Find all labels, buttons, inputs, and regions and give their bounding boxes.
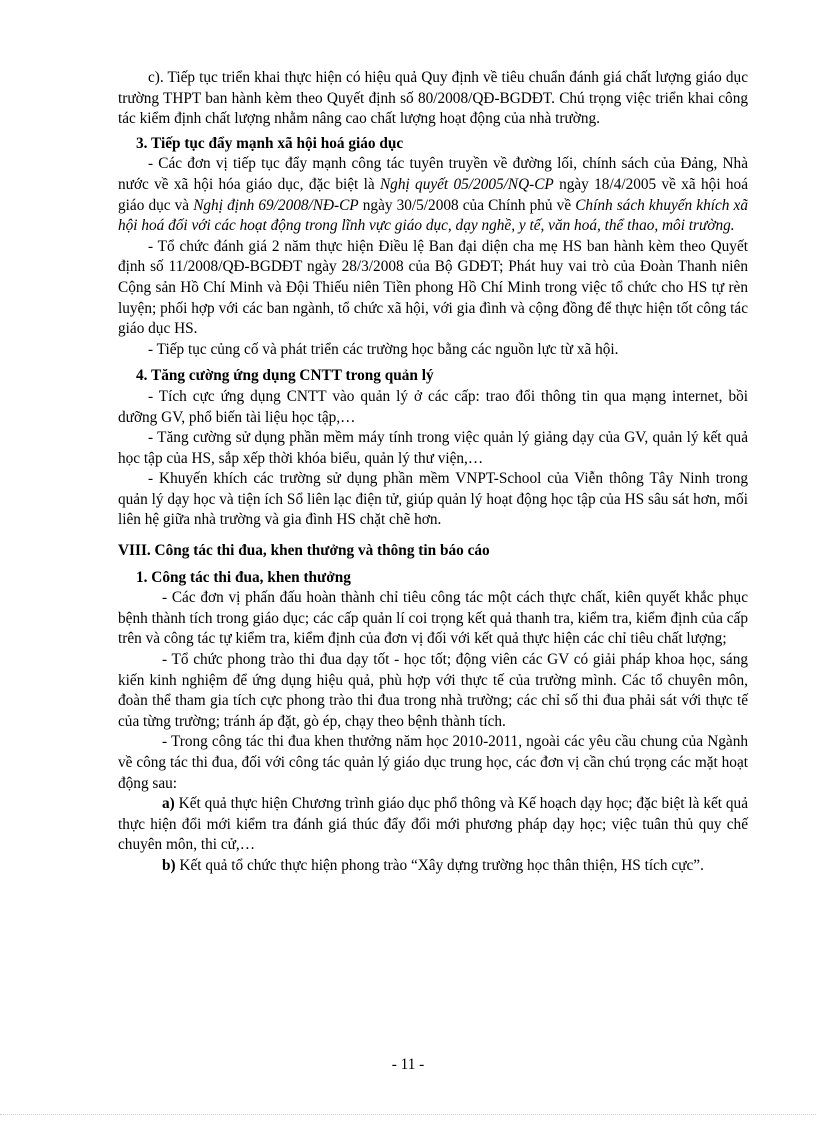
paragraph-emulation-1: - Các đơn vị phấn đấu hoàn thành chỉ tiêu công tác một cách thực chất, kiên quyết khắc phục bệnh thành tích trong giáo dục; các cấp quản lí coi trọng kết quả thanh tra, kiểm tra, kiểm định của cấp trên và công tác tự kiểm tra, kiểm định của đơn vị đối với kết quả thực hiện các chỉ tiêu chất lượng; [118,589,748,648]
document-body [118,68,748,877]
item-a-label: a) [162,795,175,813]
heading-4: 4. Tăng cường ứng dụng CNTT trong quản lý [136,367,434,385]
paragraph-parent-board: - Tổ chức đánh giá 2 năm thực hiện Điều lệ Ban đại diện cha mẹ HS ban hành kèm theo Quyết định số 11/2008/QĐ-BGDĐT ngày 28/3/2008 của Bộ GDĐT; Phát huy vai trò của Đoàn Thanh niên Cộng sản Hồ Chí Minh và Đội Thiếu niên Tiền phong Hồ Chí Minh trong việc tổ chức cho HS tự rèn luyện; phối hợp với các ban ngành, tổ chức xã hội, với gia đình và cộng đồng để thực hiện tốt công tác giáo dục HS. [118,237,748,338]
paragraph-it-2: - Tăng cường sử dụng phần mềm máy tính trong việc quản lý giảng dạy của GV, quản lý kết quả học tập của HS, sắp xếp thời khóa biểu, quản lý thư viện,… [118,429,748,467]
paragraph-socialization: - Các đơn vị tiếp tục đẩy mạnh công tác tuyên truyền về đường lối, chính sách của Đảng, Nhà nước về xã hội hóa giáo dục, đặc biệt là Nghị quyết 05/2005/NQ-CP ngày 18/4/2005 về xã hội hoá giáo dục và Nghị định 69/2008/NĐ-CP ngày 30/5/2008 của Chính phủ về Chính sách khuyến khích xã hội hoá đối với các hoạt động trong lĩnh vực giáo dục, dạy nghề, y tế, văn hoá, thể thao, môi trường. [118,155,748,235]
paragraph-c: c). Tiếp tục triển khai thực hiện có hiệu quả Quy định về tiêu chuẩn đánh giá chất lượng giáo dục trường THPT ban hành kèm theo Quyết định số 80/2008/QĐ-BGDĐT. Chú trọng việc triển khai công tác kiểm định chất lượng nhằm nâng cao chất lượng hoạt động của nhà trường. [118,69,748,128]
paragraph-item-b: b) Kết quả tổ chức thực hiện phong trào “Xây dựng trường học thân thiện, HS tích cực”. [162,856,704,874]
paragraph-it-1: - Tích cực ứng dụng CNTT vào quản lý ở các cấp: trao đổi thông tin qua mạng internet, bồi dưỡng GV, phổ biến tài liệu học tập,… [118,387,748,426]
item-b-label: b) [162,856,176,874]
page-divider [0,1114,816,1115]
page-number: - 11 - [391,1056,425,1073]
paragraph-resources: - Tiếp tục củng cố và phát triển các trường học bằng các nguồn lực từ xã hội. [148,340,619,358]
paragraph-item-a: a) Kết quả thực hiện Chương trình giáo dục phổ thông và Kế hoạch dạy học; đặc biệt là kết quả thực hiện đổi mới kiểm tra đánh giá thúc đẩy đổi mới phương pháp dạy học; việc tuân thủ quy chế chuyên môn, thi cử,… [118,795,748,854]
heading-3: 3. Tiếp tục đẩy mạnh xã hội hoá giáo dục [136,134,404,152]
policy-ref: Chính sách khuyến khích xã hội hoá đối với các hoạt động trong lĩnh vực giáo dục, dạy nghề, y tế, văn hoá, thể thao, môi trường. [118,196,748,235]
paragraph-it-3: - Khuyến khích các trường sử dụng phần mềm VNPT-School của Viễn thông Tây Ninh trong quản lý dạy học và tiện ích Sổ liên lạc điện tử, giúp quản lý hoạt động học tập của HS sâu sát hơn, mối liên hệ giữa nhà trường và gia đình HS chặt chẽ hơn. [118,470,748,529]
paragraph-emulation-2: - Tổ chức phong trào thi đua dạy tốt - học tốt; động viên các GV có giải pháp khoa học, sáng kiến kinh nghiệm để ứng dụng hiệu quả, phù hợp với thực tế của trường mình. Các tổ chuyên môn, đoàn thể tham gia tích cực phong trào thi đua trong nhà trường; các chỉ số thi đua phải sát với thực tế của từng trường; tránh áp đặt, gò ép, chạy theo bệnh thành tích. [118,651,748,730]
heading-section-viii: VIII. Công tác thi đua, khen thưởng và thông tin báo cáo [118,542,490,560]
paragraph-emulation-3: - Trong công tác thi đua khen thưởng năm học 2010-2011, ngoài các yêu cầu chung của Ngành về công tác thi đua, đối với công tác quản lý giáo dục trung học, các đơn vị cần chú trọng các mặt hoạt động sau: [118,733,748,792]
resolution-ref: Nghị quyết 05/2005/NQ-CP [379,175,554,193]
heading-viii-1: 1. Công tác thi đua, khen thưởng [136,568,351,586]
decree-ref: Nghị định 69/2008/NĐ-CP [193,196,359,214]
